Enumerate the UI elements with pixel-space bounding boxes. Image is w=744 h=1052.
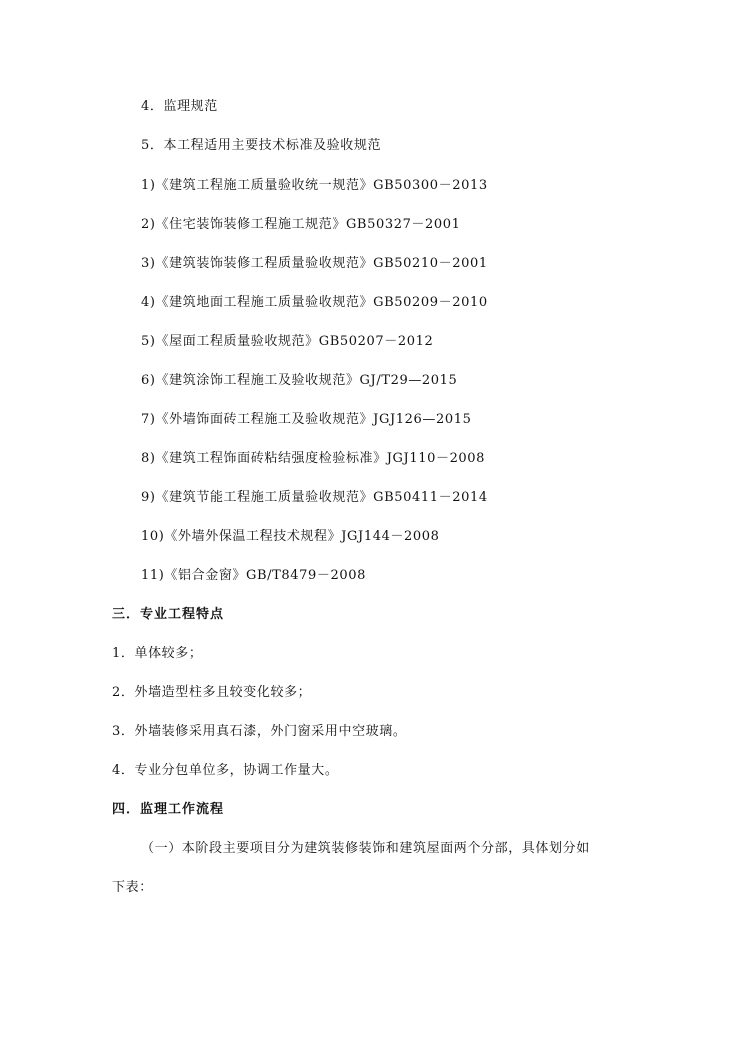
feature-item: 4．专业分包单位多，协调工作量大。 <box>112 763 339 778</box>
standard-item: 7)《外墙饰面砖工程施工及验收规范》JGJ126—2015 <box>141 412 472 427</box>
feature-item: 2．外墙造型柱多且较变化较多； <box>112 685 312 700</box>
feature-item: 1．单体较多； <box>112 646 203 661</box>
section-heading-project-features: 三．专业工程特点 <box>112 607 225 622</box>
list-item-supervision-norms: 4．监理规范 <box>141 99 218 114</box>
paragraph-line: （一）本阶段主要项目分为建筑装修装饰和建筑屋面两个分部，具体划分如 <box>141 841 590 856</box>
section-heading-workflow: 四．监理工作流程 <box>112 802 225 817</box>
standard-item: 6)《建筑涂饰工程施工及验收规范》GJ/T29—2015 <box>141 373 458 388</box>
feature-item: 3．外墙装修采用真石漆，外门窗采用中空玻璃。 <box>112 724 407 739</box>
standard-item: 9)《建筑节能工程施工质量验收规范》GB50411－2014 <box>141 490 488 505</box>
standard-item: 1)《建筑工程施工质量验收统一规范》GB50300－2013 <box>141 178 488 193</box>
paragraph-line: 下表： <box>112 880 153 895</box>
standard-item: 10)《外墙外保温工程技术规程》JGJ144－2008 <box>141 529 440 544</box>
standard-item: 8)《建筑工程饰面砖粘结强度检验标准》JGJ110－2008 <box>141 451 486 466</box>
standard-item: 11)《铝合金窗》GB/T8479－2008 <box>141 568 366 583</box>
standard-item: 3)《建筑装饰装修工程质量验收规范》GB50210－2001 <box>141 256 488 271</box>
list-item-technical-standards: 5．本工程适用主要技术标准及验收规范 <box>141 138 382 153</box>
standard-item: 5)《屋面工程质量验收规范》GB50207－2012 <box>141 334 434 349</box>
standard-item: 2)《住宅装饰装修工程施工规范》GB50327－2001 <box>141 217 461 232</box>
standard-item: 4)《建筑地面工程施工质量验收规范》GB50209－2010 <box>141 295 488 310</box>
